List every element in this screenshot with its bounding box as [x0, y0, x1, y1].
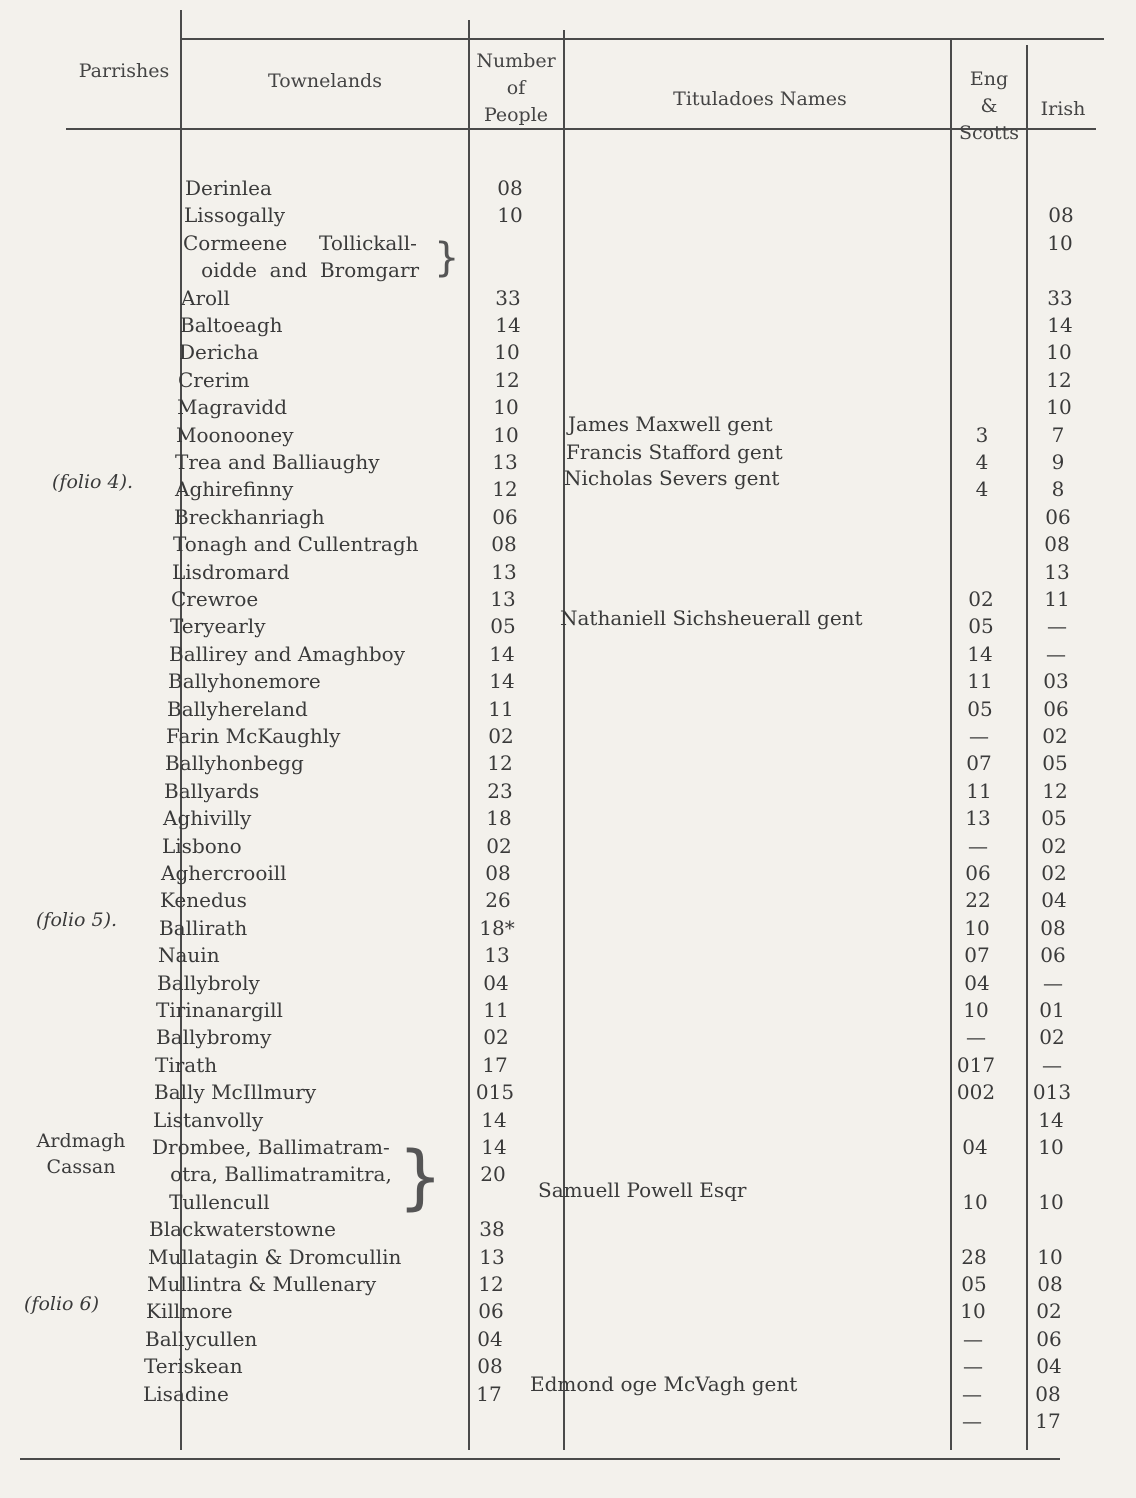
irish-count: 02 [1042, 724, 1068, 748]
towneland-name: Lisadine [143, 1381, 229, 1406]
header-rule [66, 128, 1096, 130]
irish-count: 8 [1051, 477, 1065, 502]
eng-scotts-count: 07 [966, 751, 992, 776]
number-of-people: 14 [489, 669, 515, 694]
irish-count: 05 [1041, 806, 1067, 831]
parish-ardmagh-cassan: Ardmagh Cassan [36, 1130, 126, 1178]
irish-count: — [1042, 1052, 1062, 1077]
towneland-name: Ballyards [164, 778, 260, 803]
header-number: Number of People [476, 50, 556, 126]
number-of-people: 12 [487, 751, 513, 776]
number-of-people: 06 [478, 1299, 504, 1324]
eng-scotts-count: — [963, 1354, 983, 1379]
towneland-name: Mullintra & Mullenary [147, 1272, 377, 1296]
eng-scotts-count: 13 [965, 806, 991, 831]
header-eng-scotts: Eng & Scotts [958, 68, 1020, 144]
towneland-name: Farin McKaughly [166, 724, 341, 748]
irish-count: 08 [1040, 915, 1066, 940]
eng-scotts-count: 11 [967, 669, 993, 694]
number-of-people: 02 [488, 724, 514, 748]
number-of-people: 11 [483, 998, 509, 1022]
towneland-name: Aghirefinny [175, 477, 294, 502]
eng-scotts-count: 05 [968, 614, 994, 639]
towneland-name: Dericha [179, 340, 259, 365]
irish-count: — [1043, 970, 1063, 995]
eng-scotts-count: 05 [967, 696, 993, 721]
towneland-name: Bally McIllmury [154, 1080, 317, 1105]
towneland-name: Crewroe [171, 587, 259, 611]
number-of-people: 12 [494, 367, 520, 392]
towneland-name: oidde and Bromgarr [182, 258, 420, 283]
folio-note-6: (folio 6) [24, 1293, 100, 1315]
tituladoe-nicholas-severs: Nicholas Severs gent [564, 466, 780, 490]
irish-count: 08 [1037, 1272, 1063, 1296]
eng-scotts-count: 28 [961, 1244, 987, 1269]
number-of-people: 05 [490, 614, 516, 639]
irish-count: 14 [1038, 1107, 1064, 1132]
towneland-name: Ballyhereland [167, 696, 308, 721]
eng-scotts-count: 06 [965, 861, 991, 885]
number-of-people: 08 [491, 532, 517, 557]
number-of-people: 12 [492, 477, 518, 502]
irish-count: 14 [1047, 313, 1073, 337]
eng-scotts-count: 4 [975, 450, 989, 474]
eng-scotts-count: 05 [961, 1272, 987, 1296]
eng-scotts-count: 22 [965, 888, 991, 913]
eng-scotts-count: 002 [956, 1080, 996, 1105]
irish-count: 02 [1041, 861, 1067, 885]
eng-scotts-count: 017 [956, 1052, 996, 1077]
irish-count: 10 [1037, 1244, 1063, 1269]
irish-count: 013 [1032, 1080, 1072, 1105]
number-of-people: 12 [478, 1272, 504, 1296]
number-of-people: 13 [479, 1244, 505, 1269]
irish-count: 08 [1035, 1381, 1061, 1406]
irish-count: 12 [1042, 778, 1068, 803]
towneland-name: Mullatagin & Dromcullin [148, 1244, 402, 1269]
towneland-name: Listanvolly [153, 1107, 264, 1132]
irish-count: 03 [1043, 669, 1069, 694]
towneland-name: Ballyhonemore [168, 669, 321, 694]
towneland-name: otra, Ballimatramitra, [151, 1162, 392, 1187]
eng-scotts-count: — [968, 833, 988, 858]
number-of-people: 10 [494, 340, 520, 365]
eng-scotts-count: — [962, 1409, 982, 1433]
towneland-name: Tonagh and Cullentragh [173, 532, 419, 557]
irish-count: 04 [1036, 1354, 1062, 1379]
irish-count: 02 [1041, 833, 1067, 858]
eng-scotts-count: 07 [964, 943, 990, 968]
irish-count: 06 [1040, 943, 1066, 968]
eng-scotts-count: 3 [975, 422, 989, 447]
number-of-people: 08 [497, 176, 523, 200]
folio-note-4: (folio 4). [52, 471, 134, 493]
irish-count: 04 [1041, 888, 1067, 913]
eng-scotts-count: 10 [963, 998, 989, 1022]
towneland-name: Trea and Balliaughy [175, 450, 380, 474]
eng-scotts-count: 11 [966, 778, 992, 803]
eng-scotts-count: — [969, 724, 989, 748]
towneland-name: Ballirey and Amaghboy [169, 641, 405, 666]
eng-scotts-count: 14 [967, 641, 993, 666]
irish-count: 10 [1038, 1135, 1064, 1159]
number-of-people: 14 [495, 313, 521, 337]
irish-count: 02 [1036, 1299, 1062, 1324]
number-of-people: 04 [477, 1326, 503, 1351]
number-of-people: 26 [485, 888, 511, 913]
header-parishes: Parrishes [78, 60, 170, 82]
eng-scotts-count: 10 [960, 1299, 986, 1324]
irish-count: 10 [1047, 230, 1073, 255]
number-of-people: 17 [482, 1052, 508, 1077]
number-of-people: 10 [497, 203, 523, 228]
irish-count: 17 [1035, 1409, 1061, 1433]
towneland-name: Lissogally [184, 203, 286, 228]
tituladoe-james-maxwell: James Maxwell gent [568, 412, 773, 436]
number-of-people: 08 [477, 1354, 503, 1379]
towneland-name: Tirath [155, 1052, 218, 1077]
brace-tollickall: } [434, 235, 460, 281]
towneland-name: Teryearly [170, 614, 266, 639]
irish-count: 12 [1046, 367, 1072, 392]
number-of-people: 20 [480, 1162, 506, 1187]
towneland-name: Kenedus [160, 888, 247, 913]
eng-scotts-count: 4 [975, 477, 989, 502]
towneland-name: Drombee, Ballimatram- [152, 1135, 390, 1159]
towneland-name: Ballirath [159, 915, 248, 940]
number-of-people: 14 [481, 1107, 507, 1132]
number-of-people: 02 [486, 833, 512, 858]
eng-scotts-count: 02 [968, 587, 994, 611]
eng-scotts-count: — [966, 1025, 986, 1050]
irish-count: 08 [1048, 203, 1074, 228]
towneland-name: Baltoeagh [180, 313, 283, 337]
towneland-name: Aroll [181, 285, 230, 310]
irish-count: 06 [1043, 696, 1069, 721]
eng-scotts-count: — [963, 1326, 983, 1351]
towneland-name: Derinlea [185, 176, 272, 200]
eng-scotts-count: — [962, 1381, 982, 1406]
tituladoe-edmond-oge: Edmond oge McVagh gent [530, 1372, 798, 1396]
towneland-name: Aghercrooill [161, 861, 287, 885]
irish-count: 05 [1042, 751, 1068, 776]
number-of-people: 11 [488, 696, 514, 721]
irish-count: 33 [1047, 285, 1073, 310]
towneland-name: Teriskean [144, 1354, 243, 1379]
towneland-name: Blackwaterstowne [149, 1217, 336, 1242]
eng-scotts-count: 04 [962, 1135, 988, 1159]
irish-count: 9 [1051, 450, 1065, 474]
number-of-people: 13 [491, 559, 517, 584]
towneland-name: Crerim [178, 367, 250, 392]
irish-count: 10 [1046, 340, 1072, 365]
irish-count: 10 [1046, 395, 1072, 420]
irish-count: 11 [1044, 587, 1070, 611]
number-of-people: 14 [481, 1135, 507, 1159]
towneland-name: Lisbono [162, 833, 242, 858]
number-of-people: 23 [487, 778, 513, 803]
towneland-name: Aghivilly [163, 806, 252, 831]
number-of-people: 08 [485, 861, 511, 885]
bottom-rule [20, 1458, 1060, 1460]
towneland-name: Tullencull [150, 1189, 270, 1214]
number-of-people: 13 [490, 587, 516, 611]
towneland-name: Ballybroly [157, 970, 260, 995]
number-of-people: 14 [489, 641, 515, 666]
eng-scotts-count: 10 [964, 915, 990, 940]
number-of-people: 33 [495, 285, 521, 310]
number-of-people: 04 [483, 970, 509, 995]
irish-count: 01 [1039, 998, 1065, 1022]
irish-count: — [1047, 614, 1067, 639]
number-of-people: 18* [479, 915, 515, 940]
towneland-name: Cormeene Tollickall- [183, 230, 417, 255]
towneland-name: Nauin [158, 943, 220, 968]
header-townelands: Townelands [268, 70, 382, 92]
folio-note-5: (folio 5). [36, 909, 118, 931]
irish-count: 02 [1039, 1025, 1065, 1050]
towneland-name: Magravidd [177, 395, 287, 420]
number-of-people: 38 [479, 1217, 505, 1242]
col-rule-number [563, 30, 565, 1450]
number-of-people: 015 [475, 1080, 515, 1105]
irish-count: 06 [1036, 1326, 1062, 1351]
tituladoe-nathaniell: Nathaniell Sichsheuerall gent [560, 606, 863, 630]
irish-count: 13 [1044, 559, 1070, 584]
number-of-people: 13 [492, 450, 518, 474]
number-of-people: 10 [493, 422, 519, 447]
towneland-name: Breckhanriagh [174, 504, 325, 529]
number-of-people: 10 [493, 395, 519, 420]
number-of-people: 13 [484, 943, 510, 968]
towneland-name: Tirinanargill [156, 998, 283, 1022]
towneland-name: Ballybromy [156, 1025, 272, 1050]
eng-scotts-count: 04 [964, 970, 990, 995]
number-of-people: 17 [476, 1381, 502, 1406]
irish-count: 06 [1045, 504, 1071, 529]
tituladoe-samuell-powell: Samuell Powell Esqr [538, 1178, 747, 1202]
number-of-people: 06 [492, 504, 518, 529]
irish-count: — [1046, 641, 1066, 666]
irish-count: 10 [1038, 1189, 1064, 1214]
brace-drombee: } [398, 1136, 443, 1218]
towneland-name: Killmore [146, 1299, 233, 1324]
number-of-people: 18 [486, 806, 512, 831]
number-of-people: 02 [483, 1025, 509, 1050]
irish-count: 7 [1051, 422, 1065, 447]
tituladoe-francis-stafford: Francis Stafford gent [566, 440, 783, 464]
header-irish: Irish [1040, 98, 1086, 120]
top-rule [180, 38, 1104, 40]
towneland-name: Ballycullen [145, 1326, 258, 1351]
towneland-name: Ballyhonbegg [165, 751, 304, 776]
towneland-name: Lisdromard [172, 559, 290, 584]
irish-count: 08 [1044, 532, 1070, 557]
header-tituladoes: Tituladoes Names [673, 88, 847, 110]
eng-scotts-count: 10 [962, 1189, 988, 1214]
towneland-name: Moonooney [176, 422, 294, 447]
